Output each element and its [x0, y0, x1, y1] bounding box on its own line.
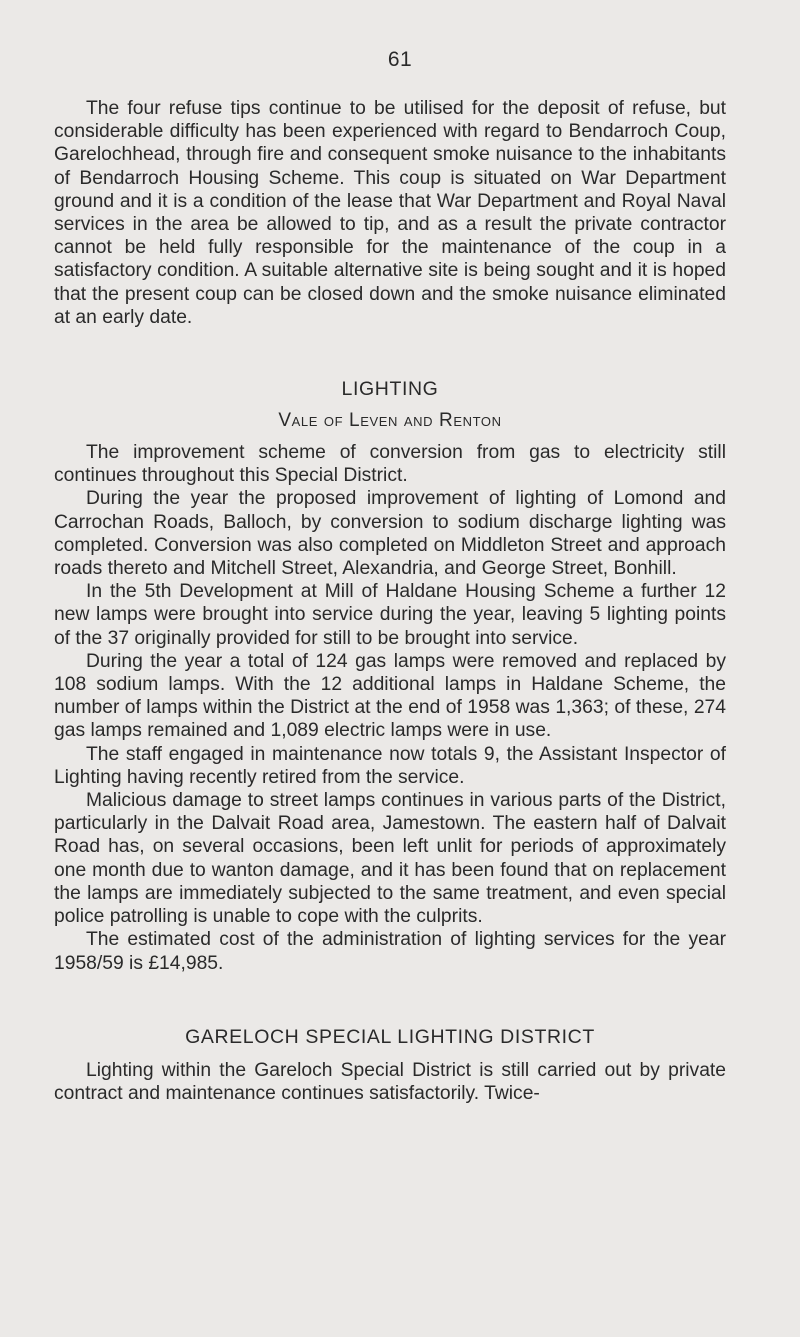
lighting-paragraph-conversion: The improvement scheme of conversion from gas to electricity still continues throughout this Special District.	[54, 442, 726, 487]
lighting-paragraph-improvement: During the year the proposed improvement of lighting of Lomond and Carrochan Roads, Balloch, by conversion to sodium discharge lighting was completed. Conversion was also completed on Middleton Street and approach roads thereto and Mitchell Street, Alexandria, and George Street, Bonhill.	[54, 488, 726, 580]
lighting-heading: LIGHTING	[341, 378, 439, 401]
page-number: 61	[387, 48, 413, 71]
vale-of-leven-subheading: Vale of Leven and Renton	[278, 410, 502, 432]
lighting-paragraph-staff: The staff engaged in maintenance now totals 9, the Assistant Inspector of Lighting having recently retired from the service.	[54, 743, 726, 788]
lighting-paragraph-damage: Malicious damage to street lamps continues in various parts of the District, particularly in the Dalvait Road area, Jamestown. The eastern half of Dalvait Road has, on several occasions, been left unlit for periods of approximately one month due to wanton damage, and it has been found that on replacement the lamps are immediately subjected to the same treatment, and even special police patrolling is unable to cope with the culprits.	[54, 790, 726, 928]
refuse-tips-paragraph: The four refuse tips continue to be utilised for the deposit of refuse, but considerable difficulty has been experienced with regard to Bendarroch Coup, Garelochhead, through fire and consequent smoke nuisance to the inhabitants of Bendarroch Housing Scheme. This coup is situated on War Department ground and it is a condition of the lease that War Department and Royal Naval services in the area be allowed to tip, and as a result the private contractor cannot be held fully responsible for the maintenance of the coup in a satisfactory condition. A suitable alternative site is being sought and it is hoped that the present coup can be closed down and the smoke nuisance eliminated at an early date.	[54, 98, 726, 328]
gareloch-paragraph: Lighting within the Gareloch Special District is still carried out by private contract and maintenance continues satisfactorily. Twice-	[54, 1059, 726, 1104]
lighting-paragraph-cost: The estimated cost of the administration of lighting services for the year 1958/59 is £14,985.	[54, 929, 726, 974]
page-content	[54, 97, 726, 1105]
gareloch-heading: GARELOCH SPECIAL LIGHTING DISTRICT	[185, 1025, 595, 1048]
lighting-paragraph-development: In the 5th Development at Mill of Haldane Housing Scheme a further 12 new lamps were brought into service during the year, leaving 5 lighting points of the 37 originally provided for still to be brought into service.	[54, 581, 726, 649]
lighting-paragraph-lamp-counts: During the year a total of 124 gas lamps were removed and replaced by 108 sodium lamps. With the 12 additional lamps in Haldane Scheme, the number of lamps within the District at the end of 1958 was 1,363; of these, 274 gas lamps remained and 1,089 electric lamps were in use.	[54, 650, 726, 742]
